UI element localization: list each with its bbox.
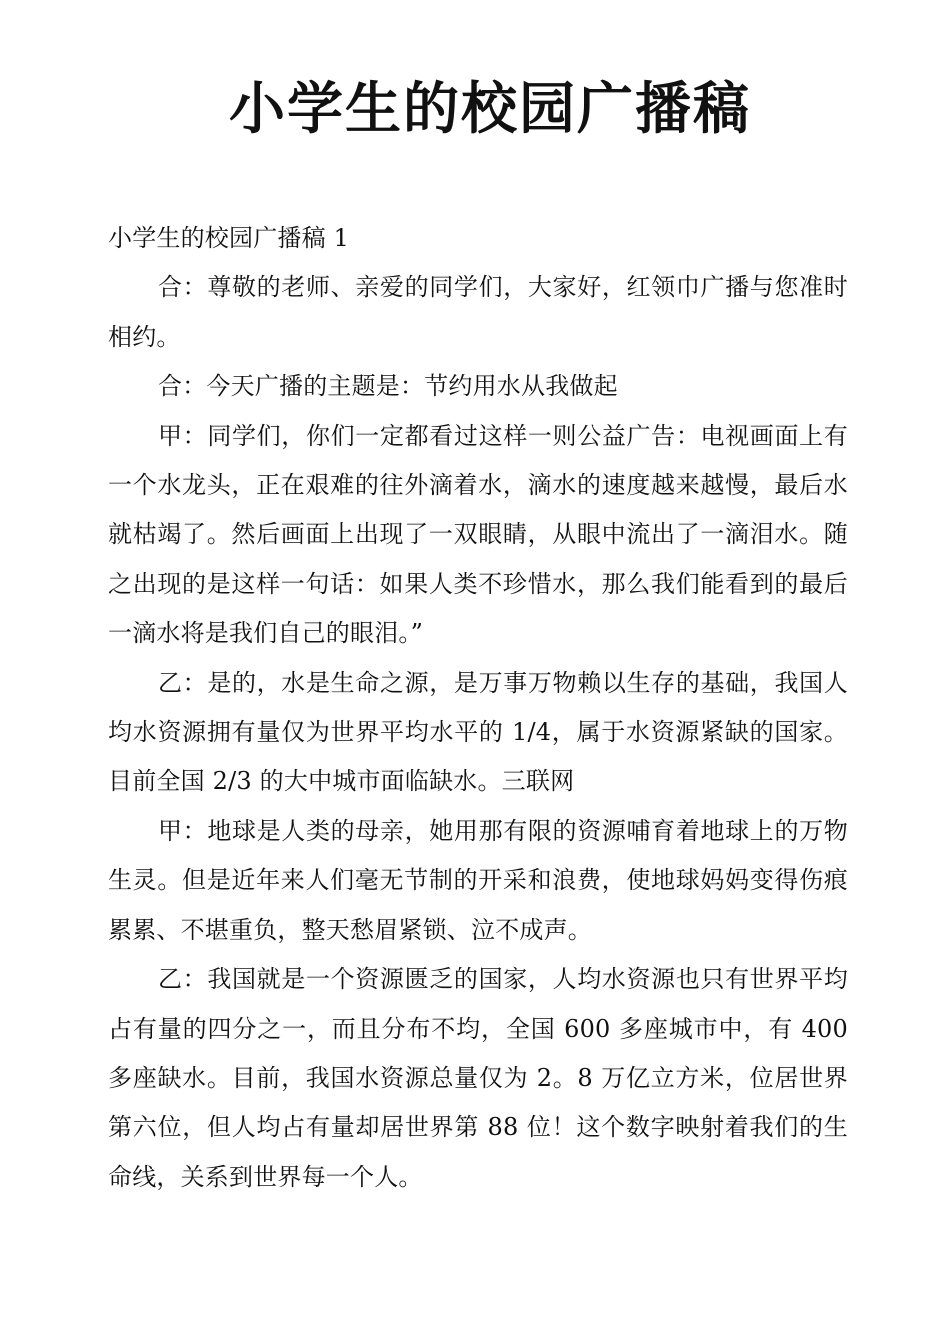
section-heading: 小学生的校园广播稿 1 (108, 224, 350, 252)
paragraph-1: 合：尊敬的老师、亲爱的同学们，大家好，红领巾广播与您准时相约。 (108, 273, 848, 351)
paragraph-4: 乙：是的，水是生命之源，是万事万物赖以生存的基础，我国人均水资源拥有量仅为世界平均水平的 1/4，属于水资源紧缺的国家。目前全国 2/3 的大中城市面临缺水。三联网 (108, 668, 848, 796)
document-title: 小学生的校园广播稿 (229, 77, 751, 142)
paragraph-2: 合：今天广播的主题是：节约用水从我做起 (158, 372, 618, 401)
paragraph-6: 乙：我国就是一个资源匮乏的国家，人均水资源也只有世界平均占有量的四分之一，而且分布不均，全国 600 多座城市中，有 400 多座缺水。目前，我国水资源总量仅为 2。8 万亿立方米，位居世界第六位，但人均占有量却居世界第 88 位！这个数字映射着我们的生命线，关系到世界每一个人。 (108, 965, 848, 1191)
document-body (108, 214, 848, 1202)
paragraph-5: 甲：地球是人类的母亲，她用那有限的资源哺育着地球上的万物生灵。但是近年来人们毫无节制的开采和浪费，使地球妈妈变得伤痕累累、不堪重负，整天愁眉紧锁、泣不成声。 (108, 816, 848, 944)
paragraph-3: 甲：同学们，你们一定都看过这样一则公益广告：电视画面上有一个水龙头，正在艰难的往外滴着水，滴水的速度越来越慢，最后水就枯竭了。然后画面上出现了一双眼睛，从眼中流出了一滴泪水。随之出现的是这样一句话：如果人类不珍惜水，那么我们能看到的最后一滴水将是我们自己的眼泪。” (108, 421, 848, 648)
